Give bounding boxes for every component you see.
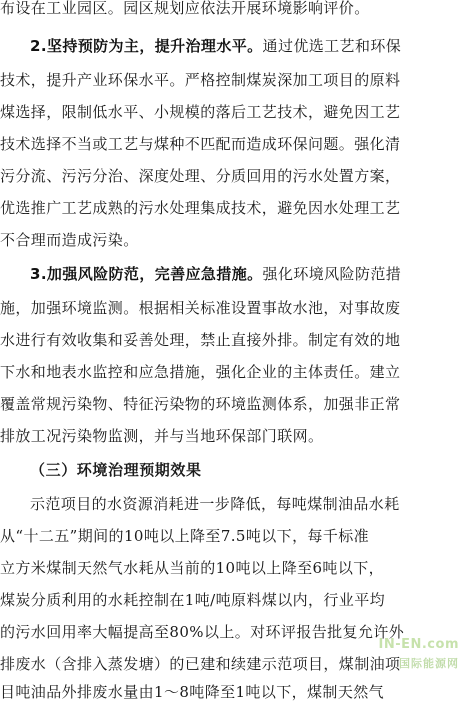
paragraph-line bbox=[0, 258, 465, 290]
line-text: 煤选择，限制低水平、小规模的落后工艺技术，避免因工艺 bbox=[0, 103, 401, 121]
paragraph-line bbox=[0, 520, 465, 552]
line-text: 排废水（含排入蒸发塘）的已建和续建示范项目，煤制油项 bbox=[0, 655, 401, 673]
paragraph-line bbox=[0, 192, 465, 224]
line-text: 布设在工业园区。园区规划应依法开展环境影响评价。 bbox=[0, 0, 370, 17]
line-text: 施，加强环境监测。根据相关标准设置事故水池，对事故废 bbox=[0, 299, 401, 317]
line-text: 水进行有效收集和妥善处理，禁止直接外排。制定有效的地 bbox=[0, 331, 401, 349]
watermark-logo: IN-EN.com bbox=[378, 637, 459, 652]
paragraph-line bbox=[0, 324, 465, 356]
paragraph-line bbox=[0, 128, 465, 160]
line-text: 通过优选工艺和环保 bbox=[262, 37, 402, 55]
paragraph-line bbox=[0, 552, 465, 584]
paragraph-line bbox=[0, 64, 465, 96]
paragraph-line bbox=[0, 292, 465, 324]
line-text: 优选推广工艺成熟的污水处理集成技术，避免因水处理工艺 bbox=[0, 199, 401, 217]
section-heading: （三）环境治理预期效果 bbox=[30, 461, 202, 479]
line-text: 煤炭分质利用的水耗控制在1吨/吨原料煤以内，行业平均 bbox=[0, 591, 385, 609]
line-text: 的污水回用率大幅提高至80%以上。对环评报告批复允许外 bbox=[0, 623, 405, 641]
line-text: 从“十二五”期间的10吨以上降至7.5吨以下，每千标准 bbox=[0, 527, 370, 545]
line-text: 污分流、污污分治、深度处理、分质回用的污水处置方案， bbox=[0, 167, 401, 185]
paragraph-line bbox=[0, 488, 465, 520]
watermark bbox=[339, 635, 459, 679]
paragraph-line bbox=[0, 0, 465, 24]
watermark-subtitle: 国际能源网 bbox=[399, 657, 459, 670]
paragraph-line bbox=[0, 676, 465, 708]
line-text: 排放工况污染物监测，并与当地环保部门联网。 bbox=[0, 427, 324, 445]
line-text: 立方米煤制天然气水耗从当前的10吨以上降至6吨以下， bbox=[0, 559, 385, 577]
line-text: 技术，提升产业环保水平。严格控制煤炭深加工项目的原料 bbox=[0, 71, 401, 89]
paragraph-line bbox=[0, 356, 465, 388]
paragraph-line bbox=[0, 96, 465, 128]
section-heading-line bbox=[0, 454, 465, 486]
line-text: 强化环境风险防范措 bbox=[262, 265, 402, 283]
line-text: 下水和地表水监控和应急措施，强化企业的主体责任。建立 bbox=[0, 363, 401, 381]
paragraph-line bbox=[0, 420, 465, 452]
paragraph-line bbox=[0, 30, 465, 62]
paragraph-line bbox=[0, 584, 465, 616]
line-text: 目吨油品外排废水量由1～8吨降至1吨以下，煤制天然气 bbox=[0, 683, 385, 701]
line-text: 不合理而造成污染。 bbox=[0, 231, 139, 249]
numbered-heading: 2.坚持预防为主，提升治理水平。 bbox=[30, 37, 263, 55]
numbered-heading: 3.加强风险防范，完善应急措施。 bbox=[30, 265, 263, 283]
line-text: 示范项目的水资源消耗进一步降低，每吨煤制油品水耗 bbox=[30, 495, 400, 513]
paragraph-line bbox=[0, 224, 465, 256]
paragraph-line bbox=[0, 388, 465, 420]
line-text: 覆盖常规污染物、特征污染物的环境监测体系，加强非正常 bbox=[0, 395, 401, 413]
line-text: 技术选择不当或工艺与煤种不匹配而造成环保问题。强化清 bbox=[0, 135, 401, 153]
paragraph-line bbox=[0, 160, 465, 192]
